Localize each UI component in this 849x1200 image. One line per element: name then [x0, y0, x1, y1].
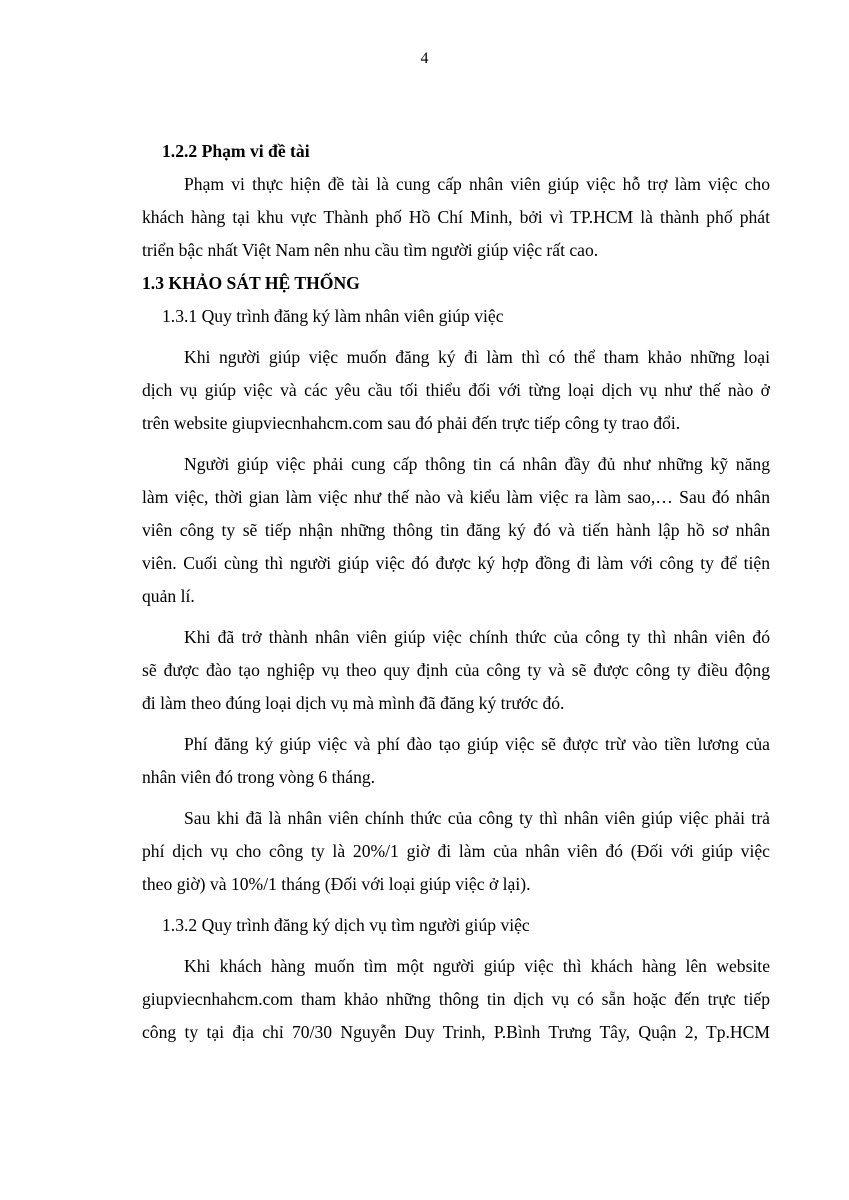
paragraph-line: Khi khách hàng muốn tìm một người giúp việc thì khách hàng lên website: [184, 956, 770, 976]
paragraph-line: dịch vụ giúp việc và các yêu cầu tối thiểu đối với từng loại dịch vụ như thế nào ở: [142, 380, 770, 400]
paragraph-line: phí dịch vụ cho công ty là 20%/1 giờ đi làm của nhân viên đó (Đối với giúp việc: [142, 841, 770, 861]
paragraph-line: trên website giupviecnhahcm.com sau đó phải đến trực tiếp công ty trao đổi.: [142, 413, 681, 433]
paragraph-line: viên. Cuối cùng thì người giúp việc đó được ký hợp đồng đi làm với công ty để tiện: [142, 553, 770, 573]
paragraph-line: công ty tại địa chỉ 70/30 Nguyễn Duy Trinh, P.Bình Trưng Tây, Quận 2, Tp.HCM: [142, 1022, 770, 1042]
paragraph-line: nhân viên đó trong vòng 6 tháng.: [142, 767, 376, 787]
paragraph-line: Sau khi đã là nhân viên chính thức của công ty thì nhân viên giúp việc phải trả: [184, 808, 770, 828]
paragraph-line: theo giờ) và 10%/1 tháng (Đối với loại giúp việc ở lại).: [142, 874, 531, 894]
heading-1-3: 1.3 KHẢO SÁT HỆ THỐNG: [142, 273, 360, 293]
paragraph-line: sẽ được đào tạo nghiệp vụ theo quy định của công ty và sẽ được công ty điều động: [142, 660, 770, 680]
document-body: [142, 135, 770, 1049]
paragraph-line: Khi người giúp việc muốn đăng ký đi làm thì có thể tham khảo những loại: [184, 347, 770, 367]
paragraph-line: Khi đã trở thành nhân viên giúp việc chính thức của công ty thì nhân viên đó: [184, 627, 770, 647]
paragraph-line: làm việc, thời gian làm việc như thế nào và kiểu làm việc ra làm sao,… Sau đó nhân: [142, 487, 770, 507]
paragraph-line: Phạm vi thực hiện đề tài là cung cấp nhân viên giúp việc hỗ trợ làm việc cho: [184, 174, 770, 194]
paragraph-line: viên công ty sẽ tiếp nhận những thông tin đăng ký đó và tiến hành lập hồ sơ nhân: [142, 520, 770, 540]
heading-1-3-1: 1.3.1 Quy trình đăng ký làm nhân viên giúp việc: [162, 306, 504, 326]
heading-1-2-2: 1.2.2 Phạm vi đề tài: [162, 141, 310, 161]
page-number: 4: [420, 50, 429, 67]
paragraph-line: Người giúp việc phải cung cấp thông tin cá nhân đầy đủ như những kỹ năng: [184, 454, 770, 474]
paragraph-line: Phí đăng ký giúp việc và phí đào tạo giúp việc sẽ được trừ vào tiền lương của: [184, 734, 770, 754]
paragraph-line: đi làm theo đúng loại dịch vụ mà mình đã đăng ký trước đó.: [142, 693, 565, 713]
paragraph-line: giupviecnhahcm.com tham khảo những thông tin dịch vụ có sẵn hoặc đến trực tiếp: [142, 989, 770, 1009]
heading-1-3-2: 1.3.2 Quy trình đăng ký dịch vụ tìm người giúp việc: [162, 915, 530, 935]
paragraph-line: khách hàng tại khu vực Thành phố Hồ Chí Minh, bởi vì TP.HCM là thành phố phát: [142, 207, 770, 227]
paragraph-line: triển bậc nhất Việt Nam nên nhu cầu tìm người giúp việc rất cao.: [142, 240, 599, 260]
paragraph-line: quản lí.: [142, 586, 195, 606]
